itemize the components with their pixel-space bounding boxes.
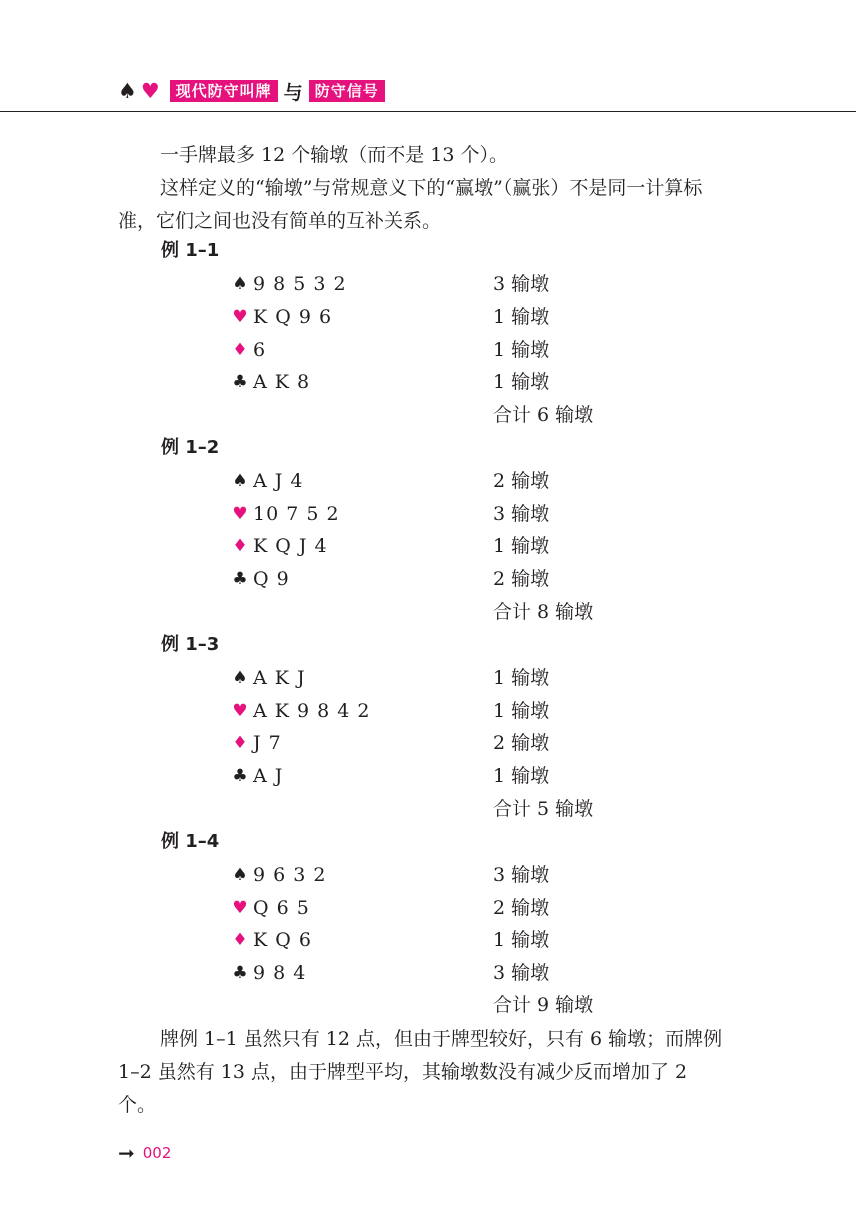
hand-row <box>0 861 856 889</box>
total-row <box>0 795 856 823</box>
diamond-icon: ♦ <box>232 340 248 360</box>
loser-count: 2 输墩 <box>493 732 550 754</box>
example-title: 例 1–4 <box>161 831 220 852</box>
spade-icon: ♠ <box>232 865 248 885</box>
diamond-icon: ♦ <box>232 930 248 950</box>
page-number: 002 <box>142 1144 172 1162</box>
loser-count: 2 输墩 <box>493 568 550 590</box>
hand-cards: 9 8 5 3 2 <box>253 273 347 295</box>
example-title: 例 1–3 <box>161 634 220 655</box>
spade-icon: ♠ <box>118 78 137 103</box>
hand-row <box>0 762 856 790</box>
loser-count: 1 输墩 <box>493 339 550 361</box>
hand-cards: A J <box>253 765 284 787</box>
paragraph-intro-1: 一手牌最多 12 个输墩（而不是 13 个）。 <box>160 144 509 166</box>
loser-count: 2 输墩 <box>493 897 550 919</box>
book-title-part1: 现代防守叫牌 <box>170 80 278 102</box>
hand-cards: A K 8 <box>253 371 311 393</box>
loser-count: 1 输墩 <box>493 371 550 393</box>
loser-count: 1 输墩 <box>493 306 550 328</box>
hand-row <box>0 959 856 987</box>
spade-icon: ♠ <box>232 668 248 688</box>
hand-cards: K Q 6 <box>253 929 312 951</box>
diamond-icon: ♦ <box>232 536 248 556</box>
total-row <box>0 598 856 626</box>
loser-count: 1 输墩 <box>493 765 550 787</box>
spade-icon: ♠ <box>232 471 248 491</box>
club-icon: ♣ <box>232 372 248 392</box>
hand-cards: Q 6 5 <box>253 897 310 919</box>
spade-icon: ♠ <box>232 274 248 294</box>
arrow-right-icon: ➞ <box>118 1141 135 1165</box>
loser-count: 3 输墩 <box>493 962 550 984</box>
hand-row <box>0 729 856 757</box>
hand-row <box>0 532 856 560</box>
heart-icon: ♥ <box>232 307 248 327</box>
hand-cards: 9 8 4 <box>253 962 307 984</box>
heart-icon: ♥ <box>232 898 248 918</box>
total-row <box>0 401 856 429</box>
loser-count: 3 输墩 <box>493 273 550 295</box>
loser-count: 2 输墩 <box>493 470 550 492</box>
hand-cards: 6 <box>253 339 267 361</box>
hand-cards: Q 9 <box>253 568 290 590</box>
hand-row <box>0 664 856 692</box>
heart-icon: ♥ <box>140 78 160 103</box>
hand-cards: A K 9 8 4 2 <box>253 700 371 722</box>
hand-row <box>0 467 856 495</box>
paragraph-intro-2: 这样定义的“输墩”与常规意义下的“赢墩”（赢张）不是同一计算标准，它们之间也没有简单的互补关系。 <box>118 177 703 232</box>
hand-row <box>0 303 856 331</box>
diamond-icon: ♦ <box>232 733 248 753</box>
hand-cards: A K J <box>253 667 306 689</box>
example-title: 例 1–1 <box>161 240 220 261</box>
loser-count: 1 输墩 <box>493 667 550 689</box>
loser-count: 1 输墩 <box>493 535 550 557</box>
total-losers: 合计 6 输墩 <box>493 404 594 426</box>
hand-row <box>0 368 856 396</box>
page-footer <box>118 1143 171 1163</box>
paragraph-conclusion: 牌例 1–1 虽然只有 12 点，但由于牌型较好，只有 6 输墩；而牌例 1–2 虽然有 13 点，由于牌型平均，其输墩数没有减少反而增加了 2 个。 <box>118 1028 723 1116</box>
hand-row <box>0 926 856 954</box>
hand-row <box>0 565 856 593</box>
club-icon: ♣ <box>232 963 248 983</box>
running-header <box>118 78 385 104</box>
heart-icon: ♥ <box>232 701 248 721</box>
loser-count: 1 输墩 <box>493 929 550 951</box>
hand-cards: 9 6 3 2 <box>253 864 327 886</box>
hand-row <box>0 894 856 922</box>
hand-cards: 10 7 5 2 <box>253 503 340 525</box>
hand-row <box>0 500 856 528</box>
hand-cards: A J 4 <box>253 470 304 492</box>
total-losers: 合计 8 输墩 <box>493 601 594 623</box>
book-title-part2: 防守信号 <box>309 80 385 102</box>
total-losers: 合计 9 输墩 <box>493 994 594 1016</box>
total-losers: 合计 5 输墩 <box>493 798 594 820</box>
club-icon: ♣ <box>232 569 248 589</box>
hand-cards: K Q J 4 <box>253 535 328 557</box>
hand-row <box>0 270 856 298</box>
loser-count: 3 输墩 <box>493 503 550 525</box>
header-divider <box>0 111 856 112</box>
hand-cards: K Q 9 6 <box>253 306 333 328</box>
heart-icon: ♥ <box>232 504 248 524</box>
total-row <box>0 991 856 1019</box>
book-title-conjunction: 与 <box>283 81 303 104</box>
loser-count: 3 输墩 <box>493 864 550 886</box>
hand-cards: J 7 <box>253 732 282 754</box>
hand-row <box>0 336 856 364</box>
example-title: 例 1–2 <box>161 437 220 458</box>
hand-row <box>0 697 856 725</box>
loser-count: 1 输墩 <box>493 700 550 722</box>
club-icon: ♣ <box>232 766 248 786</box>
